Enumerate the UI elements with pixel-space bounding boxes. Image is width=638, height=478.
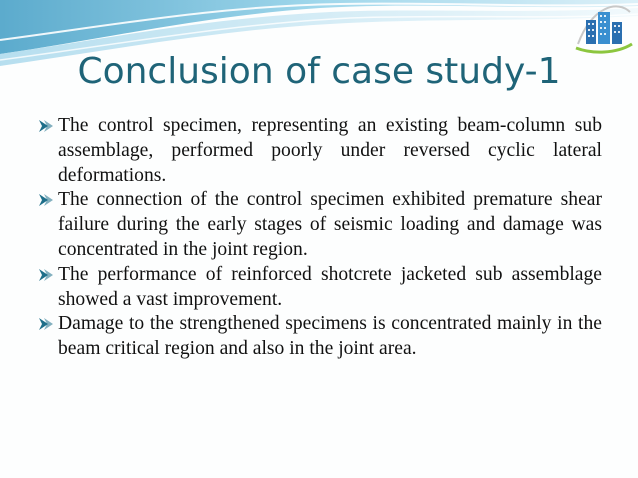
arrow-check-icon <box>38 268 54 282</box>
bullet-item <box>38 114 602 188</box>
bullet-item <box>38 188 602 262</box>
bullet-text: The connection of the control specimen exhibited premature shear failure during the early stages of seismic loading and damage was concentrated in the joint region. <box>58 189 602 260</box>
slide-title: Conclusion of case study-1 <box>77 51 561 92</box>
arrow-check-icon <box>38 119 54 133</box>
bullet-text: The control specimen, representing an existing beam-column sub assemblage, performed poorly under reversed cyclic lateral deformations. <box>58 115 602 186</box>
bullet-item <box>38 263 602 313</box>
bullet-item <box>38 312 602 362</box>
bullet-text: The performance of reinforced shotcrete jacketed sub assemblage showed a vast improvement. <box>58 263 602 310</box>
bullet-text: Damage to the strengthened specimens is concentrated mainly in the beam critical region and also in the joint area. <box>58 313 602 360</box>
arrow-check-icon <box>38 193 54 207</box>
bullet-list <box>38 114 602 362</box>
arrow-check-icon <box>38 317 54 331</box>
